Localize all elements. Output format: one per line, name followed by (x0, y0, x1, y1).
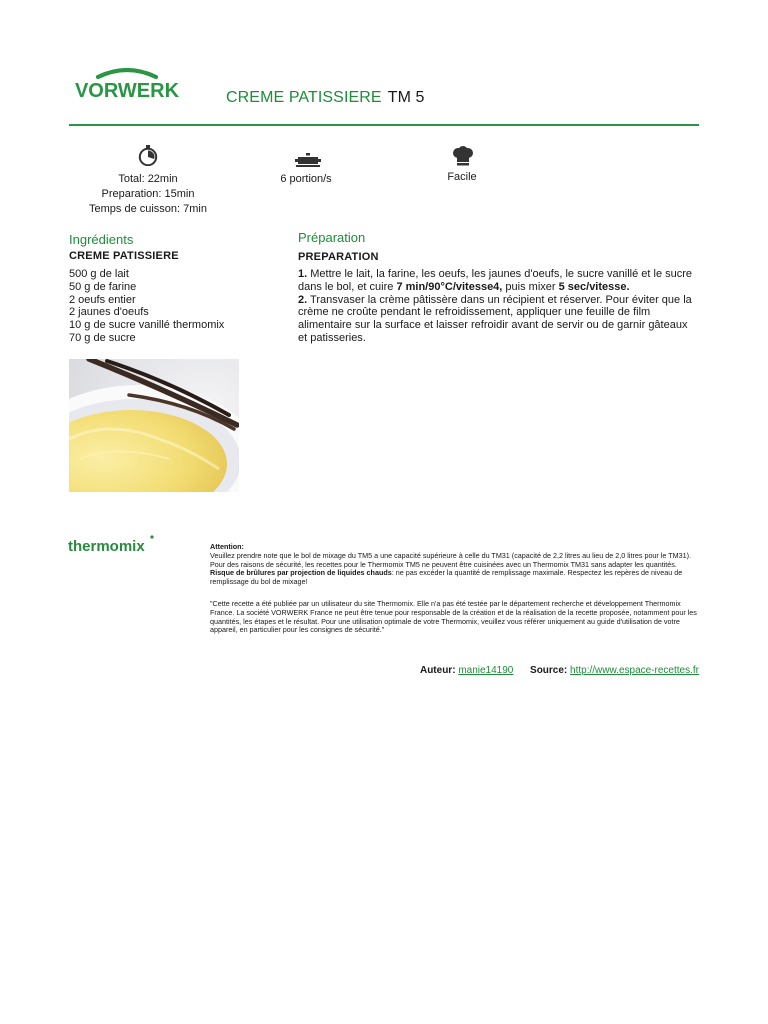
vorwerk-logo (68, 66, 186, 106)
time-info (70, 172, 226, 217)
safety-notice (210, 543, 700, 587)
ingredients-heading: Ingrédients (69, 232, 134, 247)
author-link[interactable]: manie14190 (458, 665, 514, 676)
ingredient-item: 2 jaunes d'oeufs (69, 306, 149, 319)
ingredient-item: 2 oeufs entier (69, 293, 136, 306)
preparation-heading: Préparation (298, 230, 366, 245)
stopwatch-icon (137, 144, 159, 166)
ingredient-item: 500 g de lait (69, 268, 129, 280)
author-label: Auteur: (419, 665, 456, 676)
ingredients-subheading: CREME PATISSIERE (69, 250, 179, 262)
prep-step-2: 2. Transvaser la crème pâtissère dans un récipient et réserver. Pour éviter que la crème ne croûte pendant le refroidissement, appliquer une feuille de film alimentaire sur la surface et laisser refroidir avant de servir ou de garnir gâteaux et patisseries. (298, 293, 692, 344)
header-divider (69, 124, 699, 126)
prep-step-1: 1. Mettre le lait, la farine, les oeufs, les jaunes d'oeufs, le sucre vanillé et le sucre dans le bol, et cuire 7 min/90°C/vitesse4, puis mixer 5 sec/vitesse. (298, 268, 693, 293)
recipe-photo (69, 359, 239, 492)
source-label: Source: (530, 665, 568, 676)
ingredient-list (69, 268, 224, 345)
notice-heading: Attention: (210, 542, 244, 551)
page-title (226, 89, 425, 107)
dish-icon (294, 152, 322, 170)
vorwerk-logo-text: VORWERK (74, 80, 180, 102)
notice-body: Veuillez prendre note que le bol de mixage du TM5 a une capacité supérieure à celle du TM31 (capacité de 2,2 litres au lieu de 2,0 litres pour le TM31). Pour des raisons de sécurité, les recettes pour le Thermomix TM5 ne peuvent être cuisinées avec un Thermomix TM31 sans adapter les quantités. Risque de brûlures par projection de liquides chauds: ne pas excéder la quantité de remplissage maximale. Respectez les repères de niveau de remplissage du bol de mixage! (210, 550, 692, 587)
thermomix-logo (68, 533, 168, 557)
ingredient-item: 50 g de farine (69, 280, 137, 293)
step-number: 1. (298, 268, 308, 280)
credits (420, 665, 699, 676)
step-number: 2. (298, 293, 308, 306)
ingredient-item: 10 g de sucre vanillé thermomix (69, 319, 225, 332)
cook-time: Temps de cuisson: 7min (89, 203, 207, 215)
chef-hat-icon (452, 146, 474, 166)
portions: 6 portion/s (280, 173, 332, 185)
disclaimer: "Cette recette a été publiée par un utilisateur du site Thermomix. Elle n'a pas été testée par le département recherche et développement Thermomix France. La société VORWERK France ne peut être tenue pour responsable de la création et de la réalisation de la recette proposée, notamment pour les quantités, les étapes et le résultat. Pour une utilisation optimale de votre Thermomix, veuillez vous référer uniquement au guide d'utilisation de votre appareil, en particulier pour les consignes de sécurité." (210, 599, 697, 635)
source-link[interactable]: http://www.espace-recettes.fr (570, 665, 699, 676)
preparation-steps (298, 268, 698, 345)
thermomix-logo-text: thermomix (68, 538, 145, 555)
difficulty: Facile (447, 171, 477, 183)
total-time: Total: 22min (118, 173, 178, 185)
ingredient-item: 70 g de sucre (69, 331, 136, 344)
preparation-subheading: PREPARATION (298, 251, 379, 263)
prep-time: Preparation: 15min (101, 188, 195, 200)
recipe-model: TM 5 (387, 89, 425, 106)
recipe-title: CREME PATISSIERE (226, 89, 382, 106)
